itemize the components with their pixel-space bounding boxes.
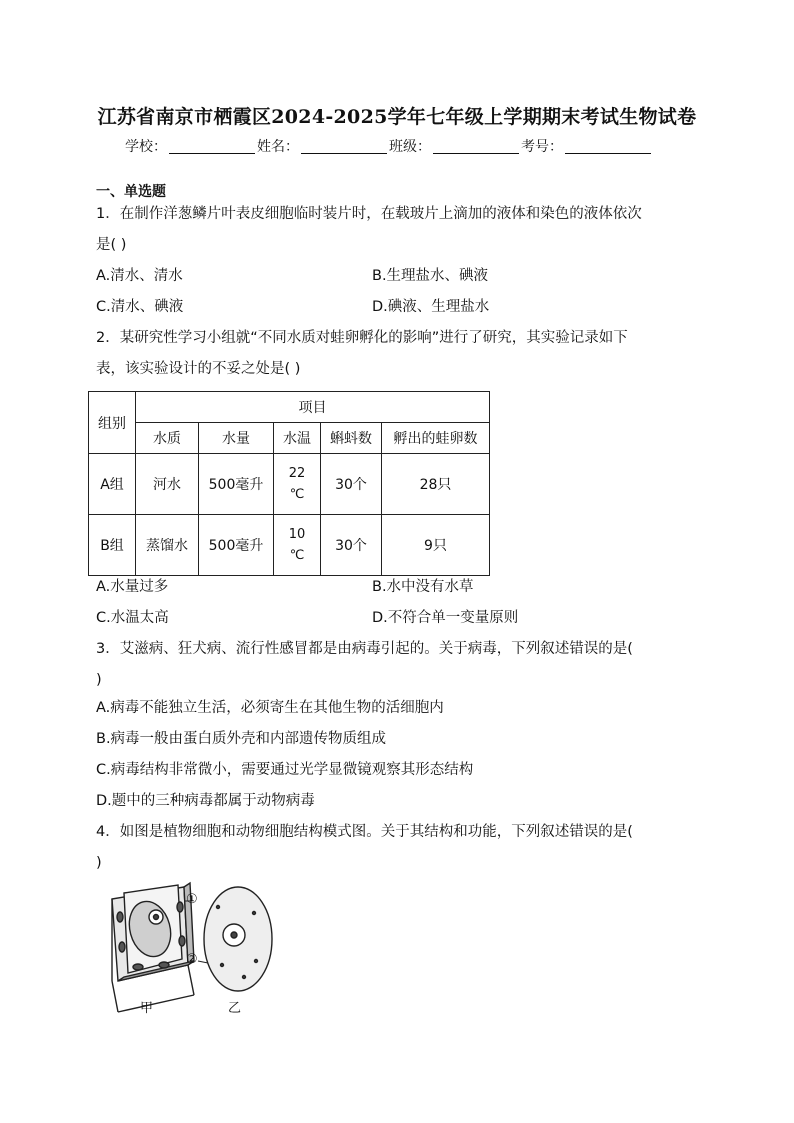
- table-row: [89, 454, 490, 515]
- temp-value: 10: [288, 527, 306, 542]
- q3-stem-line1: 3．艾滋病、狂犬病、流行性感冒都是由病毒引起的。关于病毒，下列叙述错误的是(: [96, 641, 633, 657]
- group-header: 组别: [89, 392, 136, 454]
- name-label: 姓名：: [257, 139, 299, 155]
- q3-option-d: D.题中的三种病毒都属于动物病毒: [96, 793, 315, 809]
- cell-hatched: 9只: [382, 515, 490, 576]
- cell-hatched: 28只: [382, 454, 490, 515]
- temp-unit: ℃: [289, 548, 305, 563]
- label-plant-cell: 甲: [140, 1001, 154, 1016]
- number-label: 考号：: [521, 139, 563, 155]
- section-title: 一、单选题: [96, 184, 166, 200]
- marker-1: ①: [186, 892, 198, 907]
- temp-value: 22: [288, 466, 306, 481]
- class-label: 班级：: [389, 139, 431, 155]
- q1-stem-line1: 1．在制作洋葱鳞片叶表皮细胞临时装片时，在载玻片上滴加的液体和染色的液体依次: [96, 206, 642, 222]
- q1-option-d: D.碘液、生理盐水: [372, 299, 490, 315]
- cell-tadpoles: 30个: [321, 515, 382, 576]
- cell-tadpoles: 30个: [321, 454, 382, 515]
- q2-option-a: A.水量过多: [96, 579, 169, 595]
- col-header-volume: 水量: [199, 423, 274, 454]
- q2-stem-line2: 表，该实验设计的不妥之处是( ): [96, 361, 301, 377]
- item-header: 项目: [136, 392, 490, 423]
- class-blank: [433, 139, 519, 154]
- cell-diagram: [98, 877, 288, 1017]
- cell-group: B组: [89, 515, 136, 576]
- q1-option-c: C.清水、碘液: [96, 299, 184, 315]
- q3-option-b: B.病毒一般由蛋白质外壳和内部遗传物质组成: [96, 731, 387, 747]
- table-row: [89, 515, 490, 576]
- animal-cell-drawing: [204, 887, 272, 991]
- q1-option-a: A.清水、清水: [96, 268, 183, 284]
- q1-option-b: B.生理盐水、碘液: [372, 268, 489, 284]
- cell-volume: 500毫升: [199, 515, 274, 576]
- cell-quality: 河水: [136, 454, 199, 515]
- school-blank: [169, 139, 255, 154]
- q4-stem-line2: ): [96, 855, 102, 871]
- plant-cell-drawing: [112, 883, 194, 1012]
- q2-option-c: C.水温太高: [96, 610, 169, 626]
- temp-unit: ℃: [289, 487, 305, 502]
- q3-option-c: C.病毒结构非常微小，需要通过光学显微镜观察其形态结构: [96, 762, 474, 778]
- label-animal-cell: 乙: [228, 1001, 242, 1016]
- cell-temp: [274, 515, 321, 576]
- number-blank: [565, 139, 651, 154]
- q3-stem-line2: ): [96, 672, 102, 688]
- q2-stem-line1: 2．某研究性学习小组就“不同水质对蛙卵孵化的影响”进行了研究，其实验记录如下: [96, 330, 628, 346]
- student-info-line: [125, 136, 653, 156]
- col-header-temp: 水温: [274, 423, 321, 454]
- exam-title: 江苏省南京市栖霞区2024-2025学年七年级上学期期末考试生物试卷: [97, 106, 697, 128]
- q4-stem-line1: 4．如图是植物细胞和动物细胞结构模式图。关于其结构和功能，下列叙述错误的是(: [96, 824, 633, 840]
- q1-stem-line2: 是( ): [96, 237, 127, 253]
- cell-quality: 蒸馏水: [136, 515, 199, 576]
- col-header-hatched: 孵出的蛙卵数: [382, 423, 490, 454]
- q2-option-b: B.水中没有水草: [372, 579, 474, 595]
- school-label: 学校：: [125, 139, 167, 155]
- col-header-tadpoles: 蝌蚪数: [321, 423, 382, 454]
- cell-group: A组: [89, 454, 136, 515]
- marker-2: ②: [186, 952, 198, 967]
- name-blank: [301, 139, 387, 154]
- q3-option-a: A.病毒不能独立生活，必须寄生在其他生物的活细胞内: [96, 700, 444, 716]
- cell-temp: [274, 454, 321, 515]
- col-header-quality: 水质: [136, 423, 199, 454]
- q2-option-d: D.不符合单一变量原则: [372, 610, 519, 626]
- experiment-table: [88, 391, 490, 576]
- cell-volume: 500毫升: [199, 454, 274, 515]
